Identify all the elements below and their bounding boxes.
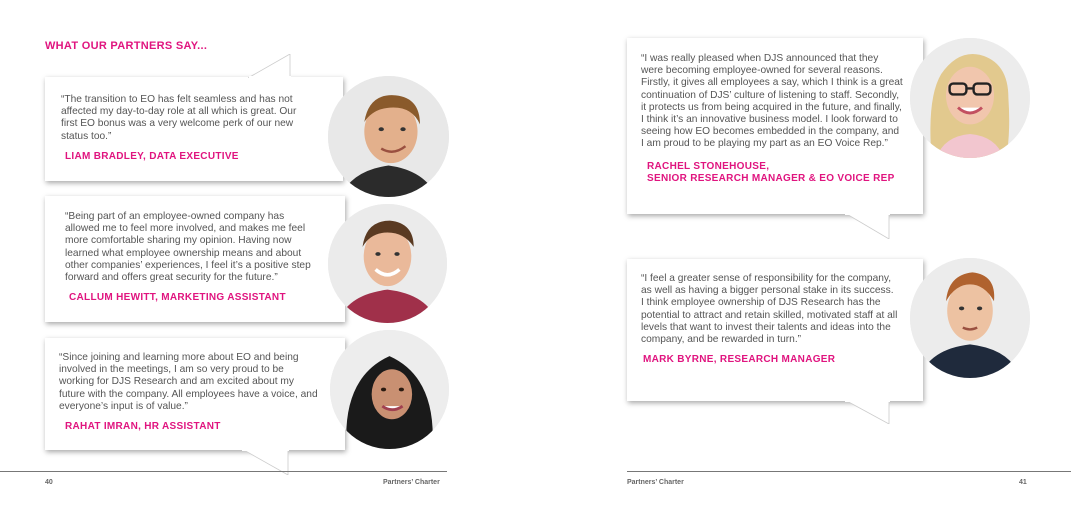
testimonial-quote: “The transition to EO has felt seamless and has not affected my day-to-day role at all which is great. Our first EO bonus was a very welcome perk of our new status too.”: [61, 94, 297, 142]
testimonial-name: RAHAT IMRAN, HR ASSISTANT: [65, 421, 221, 433]
speech-tail-down: [845, 400, 893, 424]
footer-rule-right: [627, 471, 1071, 472]
avatar-callum-hewitt: [328, 204, 447, 323]
page-title: WHAT OUR PARTNERS SAY...: [45, 40, 208, 52]
testimonial-bubble-rahat: [45, 338, 345, 450]
footer-rule-left: [0, 471, 447, 472]
avatar-rachel-stonehouse: [910, 38, 1030, 158]
testimonial-bubble-callum: [45, 196, 345, 322]
testimonial-bubble-liam: [45, 77, 343, 181]
footer-label-right: Partners’ Charter: [627, 479, 684, 486]
testimonial-name: LIAM BRADLEY, DATA EXECUTIVE: [65, 150, 239, 162]
footer-label-left: Partners’ Charter: [383, 479, 440, 486]
avatar-liam-bradley: [328, 76, 449, 197]
testimonial-quote: “I was really pleased when DJS announced that they were becoming employee-owned for several reasons. Firstly, it gives all employees a say, which I think is a great continuation of DJS’ culture of listening to staff. Secondly, it protects us from being acquired in the future, and finally, I think it’s an innovative business model. I look forward to seeing how EO becomes embedded in the company, and I am proud to be playing my part as an EO Voice Rep.”: [641, 53, 903, 150]
testimonial-bubble-mark: [627, 259, 923, 401]
avatar-rahat-imran: [330, 330, 449, 449]
testimonial-name-line2: SENIOR RESEARCH MANAGER & EO VOICE REP: [647, 172, 895, 184]
testimonial-name: CALLUM HEWITT, MARKETING ASSISTANT: [69, 292, 286, 304]
testimonial-bubble-rachel: [627, 38, 923, 214]
speech-tail-down: [845, 213, 893, 239]
page-number-right: 41: [1019, 479, 1027, 486]
testimonial-quote: “Since joining and learning more about EO and being involved in the meetings, I am so very proud to be working for DJS Research and am excited about my future with the company. All employees have a voice, and everyone’s input is of value.”: [59, 352, 318, 412]
testimonial-quote: “Being part of an employee-owned company has allowed me to feel more involved, and makes me feel more comfortable sharing my opinion. Having now learned what employee ownership means and about other companies’ experiences, I feel it’s a positive step forward and offers great security for the future.”: [65, 211, 311, 284]
testimonial-name: MARK BYRNE, RESEARCH MANAGER: [643, 354, 836, 366]
avatar-mark-byrne: [910, 258, 1030, 378]
testimonial-quote: “I feel a greater sense of responsibility for the company, as well as having a bigger personal stake in its success. I think employee ownership of DJS Research has the potential to attract and retain skilled, motivated staff at all levels that want to invest their talents and ideas into the company, and be rewarded in turn.”: [641, 273, 898, 346]
testimonial-name-line1: RACHEL STONEHOUSE,: [647, 160, 770, 172]
page-number-left: 40: [45, 479, 53, 486]
speech-tail-up: [248, 54, 293, 78]
